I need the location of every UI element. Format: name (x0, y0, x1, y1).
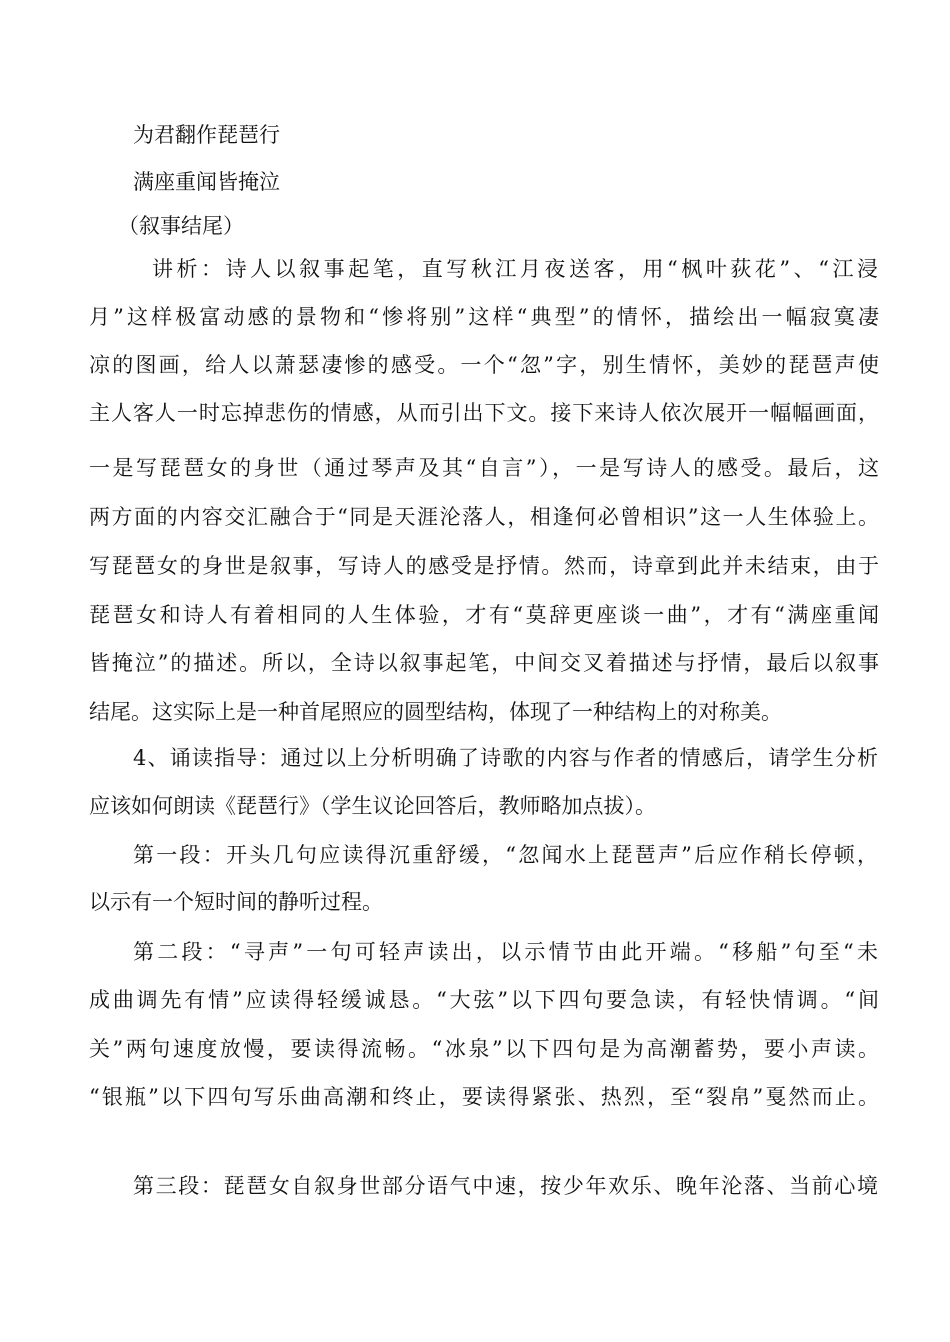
paragraph-line: 琵琶女和诗人有着相同的人生体验，才有“莫辞更座谈一曲”，才有“满座重闻 (89, 603, 879, 627)
paragraph-line: 第二段：“寻声”一句可轻声读出，以示情节由此开端。“移船”句至“未 (133, 940, 878, 964)
paragraph-line: 月”这样极富动感的景物和“惨将别”这样“典型”的情怀，描绘出一幅寂寞凄 (89, 305, 879, 329)
paragraph-line: 讲析：诗人以叙事起笔，直写秋江月夜送客，用“枫叶荻花”、“江浸 (152, 257, 878, 281)
paragraph-line: 4、诵读指导：通过以上分析明确了诗歌的内容与作者的情感后，请学生分析 (133, 746, 878, 770)
paragraph-line: 凉的图画，给人以萧瑟凄惨的感受。一个“忽”字，别生情怀，美妙的琵琶声使 (89, 353, 879, 377)
poem-line-2: 满座重闻皆掩泣 (133, 170, 280, 194)
poem-line-1: 为君翻作琵琶行 (133, 123, 280, 147)
paragraph-line: 成曲调先有情”应读得轻缓诚恳。“大弦”以下四句要急读，有轻快情调。“间 (89, 988, 879, 1012)
section-note: （叙事结尾） (118, 214, 244, 238)
paragraph-line: 皆掩泣”的描述。所以，全诗以叙事起笔，中间交叉着描述与抒情，最后以叙事 (89, 651, 879, 675)
paragraph-line: 关”两句速度放慢，要读得流畅。“冰泉”以下四句是为高潮蓄势，要小声读。 (89, 1037, 879, 1061)
paragraph-line: 第三段：琵琶女自叙身世部分语气中速，按少年欢乐、晚年沦落、当前心境 (133, 1174, 878, 1198)
paragraph-line: 结尾。这实际上是一种首尾照应的圆型结构，体现了一种结构上的对称美。 (89, 700, 782, 724)
paragraph-line: 应该如何朗读《琵琶行》（学生议论回答后，教师略加点拔）。 (89, 794, 656, 818)
paragraph-line: 写琵琶女的身世是叙事，写诗人的感受是抒情。然而，诗章到此并未结束，由于 (89, 554, 879, 578)
paragraph-line: 第一段：开头几句应读得沉重舒缓，“忽闻水上琵琶声”后应作稍长停顿， (133, 843, 878, 867)
paragraph-line: 主人客人一时忘掉悲伤的情感，从而引出下文。接下来诗人依次展开一幅幅画面， (89, 401, 879, 425)
paragraph-line: 两方面的内容交汇融合于“同是天涯沦落人，相逢何必曾相识”这一人生体验上。 (89, 505, 879, 529)
paragraph-line: 以示有一个短时间的静听过程。 (89, 890, 383, 914)
paragraph-line: 一是写琵琶女的身世（通过琴声及其“自言”），一是写诗人的感受。最后，这 (89, 456, 879, 480)
paragraph-line: “银瓶”以下四句写乐曲高潮和终止，要读得紧张、热烈，至“裂帛”戛然而止。 (89, 1085, 879, 1109)
